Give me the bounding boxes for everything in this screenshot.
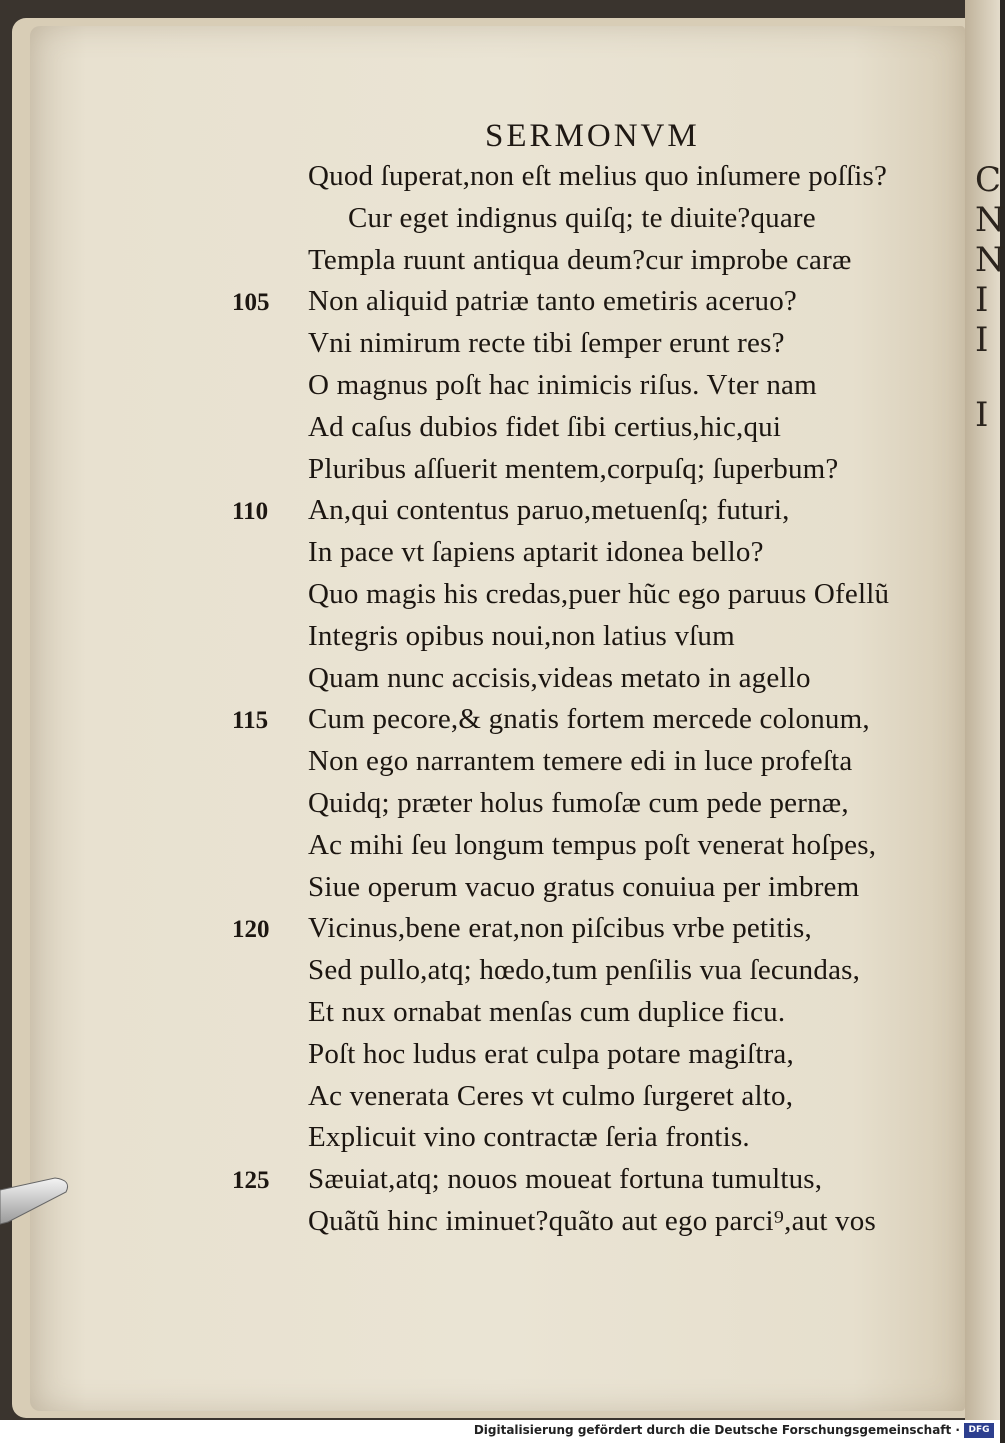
footer-bar bbox=[0, 1420, 1000, 1443]
running-head: SERMONVM bbox=[485, 118, 700, 154]
verse-line: Cum pecore,& gnatis fortem mercede colonum, bbox=[308, 703, 870, 735]
verse-line: Explicuit vino contractæ ſeria frontis. bbox=[308, 1121, 750, 1153]
dfg-logo: DFG bbox=[964, 1423, 994, 1438]
verse-line: An,qui contentus paruo,metuenſq; futuri, bbox=[308, 494, 790, 526]
facing-page-letter: I bbox=[975, 395, 989, 435]
verse-line: Non aliquid patriæ tanto emetiris aceruo? bbox=[308, 285, 797, 317]
facing-page-letter: I bbox=[975, 320, 989, 360]
bookmark-pointer-icon bbox=[0, 1172, 72, 1230]
verse-line: Integris opibus noui,non latius vſum bbox=[308, 620, 735, 652]
facing-page-letter: N bbox=[975, 240, 1005, 280]
verse-line: Quod ſuperat,non eſt melius quo inſumere poſſis? bbox=[308, 160, 888, 192]
line-number: 120 bbox=[232, 916, 270, 943]
verse-line: Quam nunc accisis,videas metato in agello bbox=[308, 662, 811, 694]
facing-page-edge bbox=[965, 0, 1005, 1420]
verse-line: Ac venerata Ceres vt culmo ſurgeret alto, bbox=[308, 1080, 794, 1112]
line-number: 110 bbox=[232, 498, 269, 525]
verse-line: Quo magis his credas,puer hũc ego paruus Ofellũ bbox=[308, 578, 890, 610]
verse-line: Non ego narrantem temere edi in luce profeſta bbox=[308, 745, 853, 777]
verse-line: Sæuiat,atq; nouos moueat fortuna tumultus, bbox=[308, 1163, 823, 1195]
verse-line: Templa ruunt antiqua deum?cur improbe caræ bbox=[308, 244, 852, 276]
verse-line: Vni nimirum recte tibi ſemper erunt res? bbox=[308, 327, 785, 359]
verse-line: Cur eget indignus quiſq; te diuite?quare bbox=[348, 202, 816, 234]
verse-line: Ad caſus dubios fidet ſibi certius,hic,qui bbox=[308, 411, 782, 443]
verse-line: Sed pullo,atq; hœdo,tum penſilis vua ſecundas, bbox=[308, 954, 861, 986]
verse-line: Et nux ornabat menſas cum duplice ficu. bbox=[308, 996, 786, 1028]
facing-page-letter: N bbox=[975, 200, 1005, 240]
verse-line: O magnus poſt hac inimicis riſus. Vter nam bbox=[308, 369, 817, 401]
verse-line: Siue operum vacuo gratus conuiua per imbrem bbox=[308, 871, 860, 903]
verse-line: Poſt hoc ludus erat culpa potare magiſtra, bbox=[308, 1038, 794, 1070]
verse-line: Ac mihi ſeu longum tempus poſt venerat hoſpes, bbox=[308, 829, 877, 861]
line-number: 125 bbox=[232, 1167, 270, 1194]
line-number: 115 bbox=[232, 707, 269, 734]
verse-line: In pace vt ſapiens aptarit idonea bello? bbox=[308, 536, 764, 568]
digitization-credit: Digitalisierung gefördert durch die Deutsche Forschungsgemeinschaft · bbox=[473, 1423, 960, 1437]
facing-page-letter: C bbox=[975, 160, 1002, 200]
verse-line: Pluribus aſſuerit mentem,corpuſq; ſuperbum? bbox=[308, 453, 839, 485]
facing-page-letter: I bbox=[975, 280, 989, 320]
verse-line: Quidq; præter holus fumoſæ cum pede pernæ, bbox=[308, 787, 849, 819]
verse-line: Vicinus,bene erat,non piſcibus vrbe petitis, bbox=[308, 912, 812, 944]
verse-line: Quãtũ hinc iminuet?quãto aut ego parci⁹,aut vos bbox=[308, 1205, 876, 1237]
line-number: 105 bbox=[232, 289, 270, 316]
